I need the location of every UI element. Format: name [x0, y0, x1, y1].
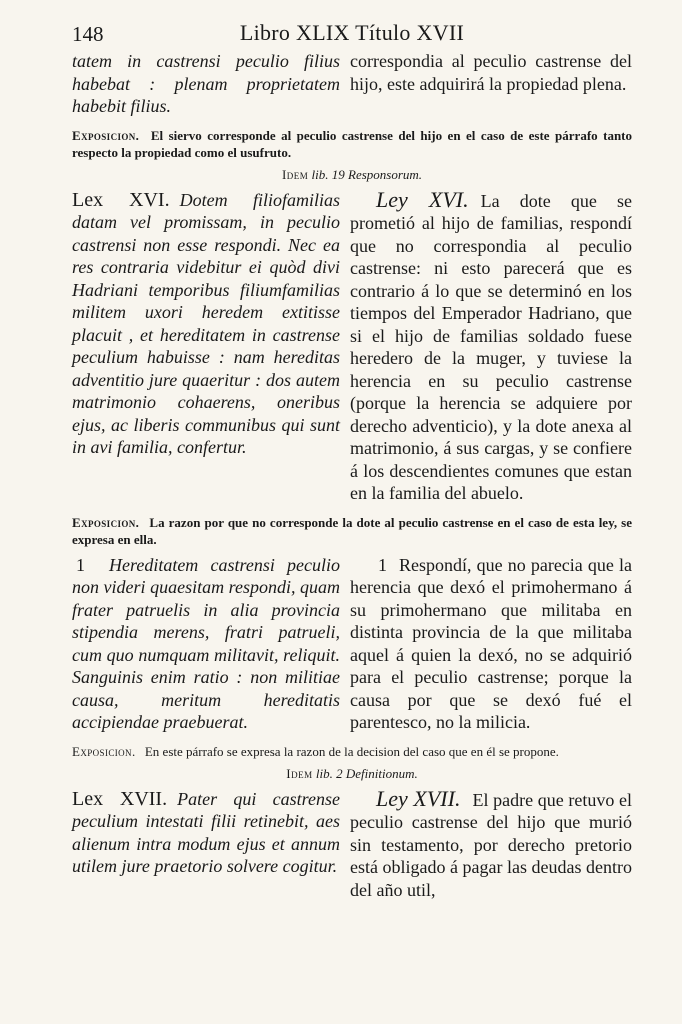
- exposicion-0: [72, 127, 632, 161]
- latin-column: [72, 788, 340, 902]
- exposicion-text: La razon por que no corresponde la dote al peculio castrense en el caso de esta ley, se expresa en ella.: [72, 514, 633, 547]
- exposicion-text: El siervo corresponde al peculio castrense del hijo en el caso de este párrafo tanto respecto la propiedad como el usufruto.: [72, 127, 632, 160]
- page-header: [72, 20, 632, 50]
- lex-heading: Lex XVII.: [72, 787, 168, 810]
- ley-heading: Ley XVII.: [376, 785, 461, 811]
- latin-text: Pater qui castrense peculium intestati filii retinebit, aes alienum intra modum ejus et annum utilem jure praetorio solvere cogitur.: [72, 788, 340, 876]
- exposicion-2: [72, 743, 632, 760]
- spanish-column: [350, 50, 632, 118]
- source-citation-2: [72, 766, 632, 782]
- exposicion-1: [72, 514, 632, 548]
- latin-text: Dotem filiofamilias datam vel promissam, in peculio castrensi non esse respondi. Nec ea res contraria videbitur ei quòd divi Hadriani temporibus filiumfamilias militem uxori heredem extitisse placuit , et hereditatem in castrense peculium habuisse : nam hereditas adventitio jure quaeritur : dos autem matrimonio cohaerens, oneribus ejus, ac liberis communibus qui sunt in avi familia, confertur.: [72, 189, 341, 457]
- latin-column: [72, 554, 340, 734]
- ley-heading: Ley XVI.: [376, 186, 469, 212]
- running-title: Libro XLIX Título XVII: [239, 20, 465, 45]
- source-citation-1: [72, 167, 632, 183]
- section-paragraph-1: [72, 554, 632, 734]
- source-ref: lib. 2 Definitionum.: [315, 765, 418, 781]
- spanish-column: [350, 186, 632, 505]
- source-ref: lib. 19 Responsorum.: [311, 166, 423, 182]
- section-lex-xvi: [72, 186, 632, 505]
- section-0: [72, 50, 632, 118]
- spanish-column: [350, 785, 632, 902]
- page: [72, 20, 632, 901]
- section-lex-xvii: [72, 785, 632, 902]
- exposicion-label: Exposicion.: [72, 514, 140, 530]
- source-author: Idem: [286, 765, 313, 781]
- spanish-text: Respondí, que no parecia que la herencia que dexó el primohermano á su primohermano que militaba en distinta provincia de la que militaba aquel á quien la dexó, no se adquirió para el peculio castrense; porque la causa por que se dexó fué el parentesco, no la milicia.: [350, 554, 632, 732]
- spanish-text: correspondia al peculio castrense del hijo, este adquirirá la propiedad plena.: [350, 51, 632, 94]
- latin-text: Hereditatem castrensi peculio non videri quaesitam respondi, quam frater patruelis in alia provincia stipendia merens, fratri patrueli, cum quo numquam militavit, reliquit. Sanguinis enim ratio : non militiae causa, meritum hereditatis accipiendae praebuerat.: [72, 554, 340, 732]
- exposicion-label: Exposicion.: [72, 743, 136, 759]
- exposicion-label: Exposicion.: [72, 127, 140, 143]
- paragraph-number: 1: [378, 554, 387, 575]
- spanish-column: [350, 554, 632, 734]
- latin-column: [72, 50, 340, 118]
- spanish-text: La dote que se prometió al hijo de familias, respondí que no correspondia al peculio castrense: ni esto parecerá que es contrario á lo que se determinó en los tiempos del Emperador Hadriano, que si el hijo de familias soldado fuese heredero de la muger, y tuviese la herencia en su peculio castrense (porque la herencia se adquiere por derecho adventicio), y la dote anexa al matrimonio, á sus cargas, y se confiere á los descendientes comunes que estan en la familia del abuelo.: [350, 190, 632, 503]
- spanish-text: El padre que retuvo el peculio castrense del hijo que murió sin testamento, por derecho pretorio está obligado á pagar las deudas dentro del año util,: [350, 789, 632, 900]
- source-author: Idem: [281, 166, 309, 182]
- page-number: 148: [72, 22, 104, 46]
- latin-text: tatem in castrensi peculio filius habebat : plenam proprietatem habebit filius.: [72, 51, 340, 116]
- paragraph-number: 1: [76, 554, 85, 575]
- exposicion-text: En este párrafo se expresa la razon de la decision del caso que en él se propone.: [144, 743, 559, 759]
- latin-column: [72, 189, 340, 505]
- lex-heading: Lex XVI.: [72, 188, 170, 211]
